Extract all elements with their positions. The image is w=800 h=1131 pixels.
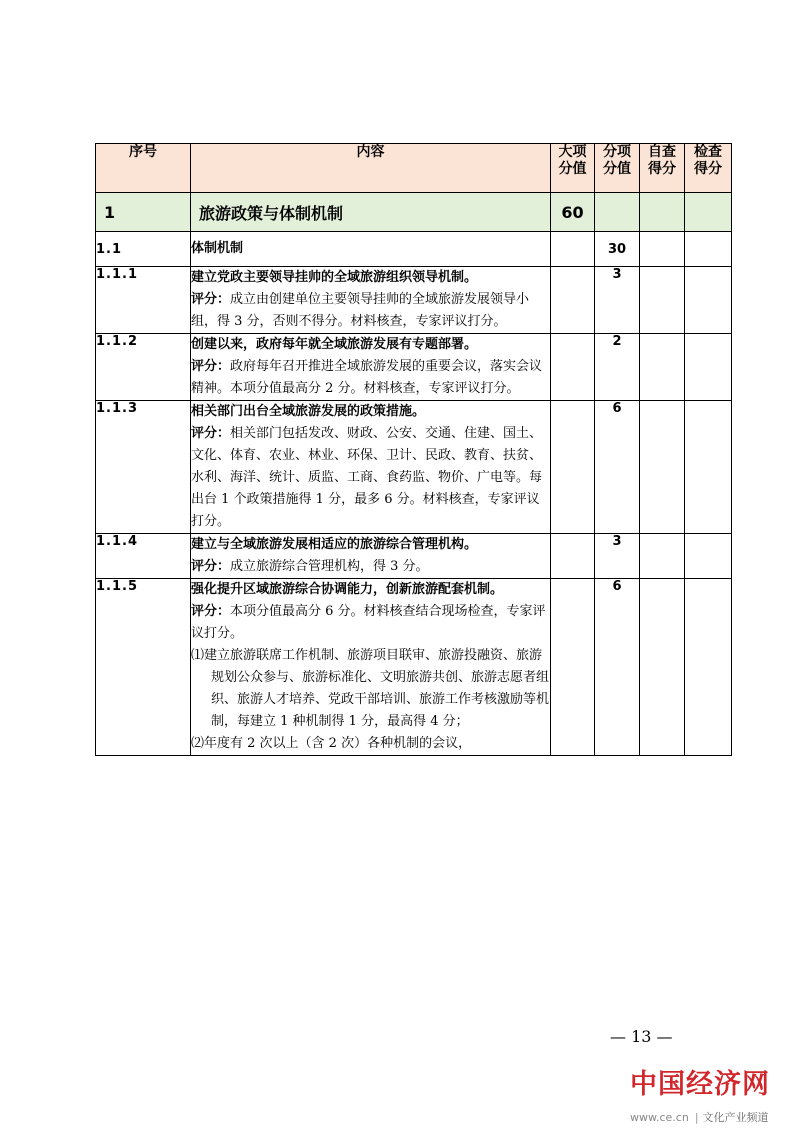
header-big-score-line1: 大项 [558, 144, 587, 160]
scoring-table [95, 143, 732, 756]
header-sub-score-line1: 分项 [603, 144, 631, 160]
item-no: 1.1.4 [96, 534, 191, 579]
site-logo-subline [630, 1109, 800, 1125]
section-sub-score-cell [595, 193, 640, 232]
item-title: 建立党政主要领导挂帅的全域旅游组织领导机制。 [191, 270, 478, 285]
logo-separator: | [694, 1111, 699, 1124]
table-row [96, 267, 732, 334]
score-label: 评分： [191, 604, 231, 619]
item-score-rule [191, 423, 550, 533]
subsection-check-score-cell [685, 232, 732, 267]
item-title: 建立与全域旅游发展相适应的旅游综合管理机构。 [191, 537, 478, 552]
item-sub-score: 3 [595, 534, 640, 579]
score-label: 评分： [191, 559, 231, 574]
header-check-score [685, 144, 732, 193]
table-row [96, 579, 732, 756]
score-text: 成立旅游综合管理机构，得 3 分。 [230, 559, 429, 574]
header-sub-score-line2: 分值 [603, 161, 631, 177]
item-big-score-cell [551, 579, 595, 756]
header-self-score [640, 144, 685, 193]
item-title: 强化提升区域旅游综合协调能力，创新旅游配套机制。 [191, 582, 504, 597]
item-self-score-cell [640, 401, 685, 534]
item-self-score-cell [640, 267, 685, 334]
header-content: 内容 [191, 144, 551, 193]
item-check-score-cell [685, 267, 732, 334]
item-score-rule [191, 289, 550, 333]
item-self-score-cell [640, 334, 685, 401]
score-label: 评分： [191, 292, 231, 307]
section-big-score: 60 [551, 193, 595, 232]
item-sub-score: 2 [595, 334, 640, 401]
item-title: 相关部门出台全域旅游发展的政策措施。 [191, 404, 426, 419]
subsection-sub-score: 30 [595, 232, 640, 267]
section-self-score-cell [640, 193, 685, 232]
item-check-score-cell [685, 534, 732, 579]
list-item: ⑵年度有 2 次以上（含 2 次）各种机制的会议， [191, 736, 472, 751]
page-number: — 13 — [610, 1027, 673, 1046]
item-no: 1.1.5 [96, 579, 191, 756]
header-self-score-line2: 得分 [648, 161, 676, 177]
score-text: 相关部门包括发改、财政、公安、交通、住建、国土、文化、体育、农业、林业、环保、卫计、民政、教育、扶贫、水利、海洋、统计、质监、工商、食药监、物价、广电等。每出台 1 个政策措施得 1 分，最多 6 分。材料核查，专家评议打分。 [191, 426, 543, 529]
item-sub-score: 6 [595, 579, 640, 756]
section-title: 旅游政策与体制机制 [191, 193, 551, 232]
site-url: www.ce.cn [630, 1111, 689, 1124]
section-row [96, 193, 732, 232]
score-text: 成立由创建单位主要领导挂帅的全域旅游发展领导小组，得 3 分，否则不得分。材料核查，专家评议打分。 [191, 292, 530, 329]
header-sub-score [595, 144, 640, 193]
section-check-score-cell [685, 193, 732, 232]
item-big-score-cell [551, 401, 595, 534]
item-big-score-cell [551, 267, 595, 334]
item-big-score-cell [551, 534, 595, 579]
item-content [191, 334, 551, 401]
score-text: 政府每年召开推进全域旅游发展的重要会议，落实会议精神。本项分值最高分 2 分。材料核查，专家评议打分。 [191, 359, 543, 396]
item-no: 1.1.1 [96, 267, 191, 334]
site-logo-text: 中国经济网 [630, 1069, 770, 1100]
item-score-rule [191, 601, 550, 645]
item-no: 1.1.2 [96, 334, 191, 401]
channel-name: 文化产业频道 [702, 1111, 769, 1124]
header-check-score-line2: 得分 [694, 161, 722, 177]
table-row [96, 334, 732, 401]
item-self-score-cell [640, 579, 685, 756]
item-check-score-cell [685, 579, 732, 756]
subsection-big-score-cell [551, 232, 595, 267]
item-no: 1.1.3 [96, 401, 191, 534]
item-content [191, 534, 551, 579]
subsection-row [96, 232, 732, 267]
item-check-score-cell [685, 401, 732, 534]
table-header-row [96, 144, 732, 193]
item-big-score-cell [551, 334, 595, 401]
item-check-score-cell [685, 334, 732, 401]
score-label: 评分： [191, 426, 231, 441]
header-big-score [551, 144, 595, 193]
item-content [191, 267, 551, 334]
item-sub-score: 6 [595, 401, 640, 534]
score-text: 本项分值最高分 6 分。材料核查结合现场检查，专家评议打分。 [191, 604, 546, 641]
header-big-score-line2: 分值 [558, 161, 587, 177]
item-content [191, 401, 551, 534]
item-sub-score: 3 [595, 267, 640, 334]
list-item: ⑴建立旅游联席工作机制、旅游项目联审、旅游投融资、旅游规划公众参与、旅游标准化、文明旅游共创、旅游志愿者组织、旅游人才培养、党政干部培训、旅游工作考核激励等机制，每建立 1 种机制得 1 分，最高得 4 分； [191, 648, 550, 729]
header-self-score-line1: 自查 [648, 144, 676, 160]
subsection-self-score-cell [640, 232, 685, 267]
item-title: 创建以来，政府每年就全域旅游发展有专题部署。 [191, 337, 478, 352]
score-label: 评分： [191, 359, 231, 374]
header-no: 序号 [96, 144, 191, 193]
header-check-score-line1: 检查 [694, 144, 722, 160]
item-self-score-cell [640, 534, 685, 579]
item-score-rule [191, 556, 550, 578]
subsection-title: 体制机制 [191, 232, 551, 267]
table-row [96, 401, 732, 534]
item-content [191, 579, 551, 756]
item-score-rule [191, 356, 550, 400]
subsection-no: 1.1 [96, 232, 191, 267]
table-row [96, 534, 732, 579]
site-logo[interactable] [630, 1062, 800, 1125]
section-no: 1 [96, 193, 191, 232]
